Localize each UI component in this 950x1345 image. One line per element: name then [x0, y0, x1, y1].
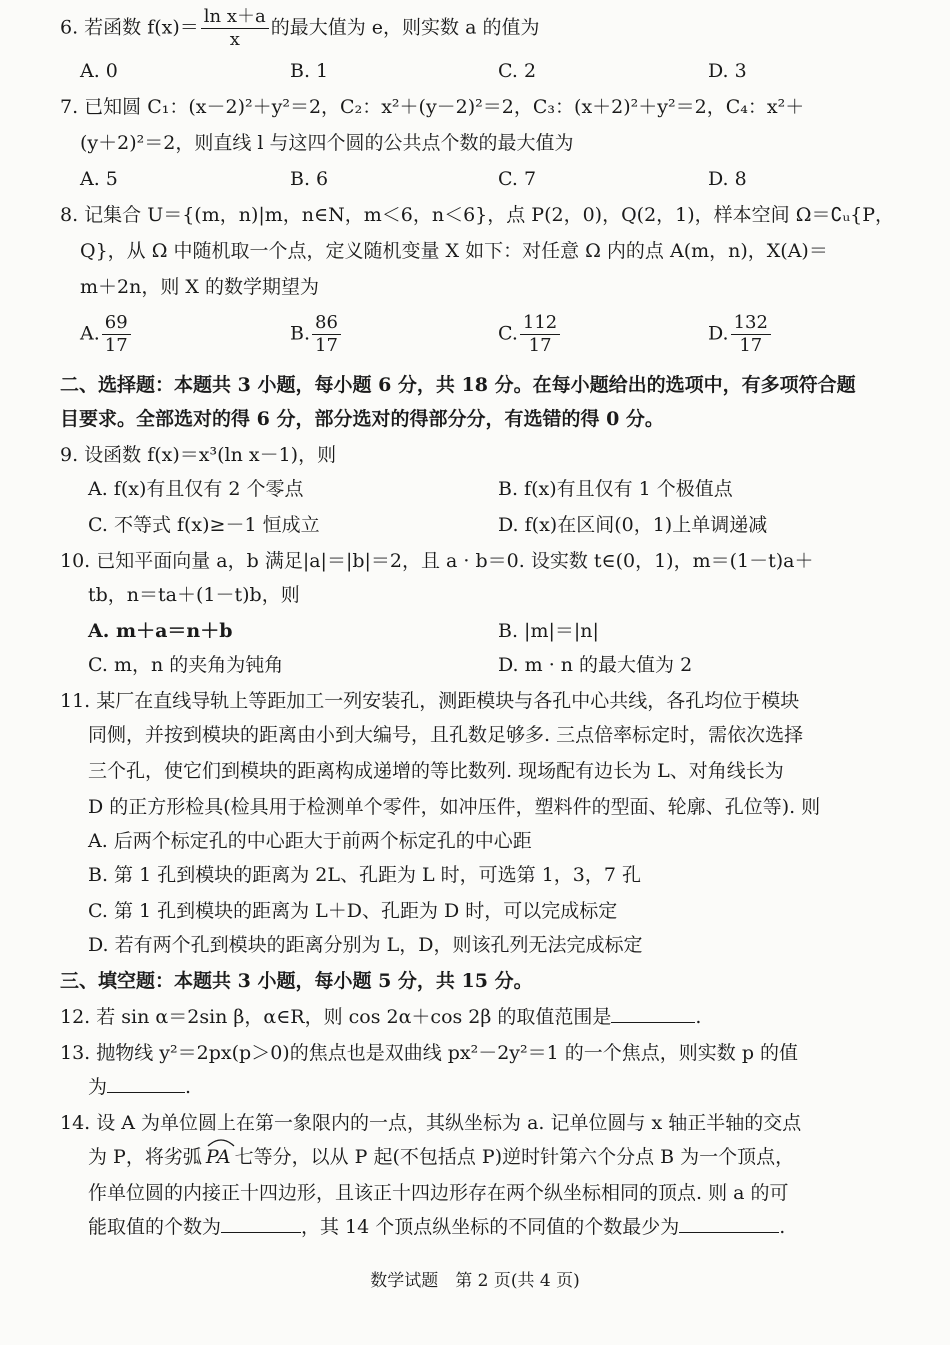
q6-stem-post: 的最大值为 e，则实数 a 的值为 — [270, 16, 540, 39]
q11-line-1: 11. 某厂在直线导轨上等距加工一列安装孔，测距模块与各孔中心共线，各孔均位于模块 — [60, 690, 800, 712]
q8-option-a-fraction — [102, 312, 131, 357]
q14-line-4 — [88, 1214, 785, 1240]
q8-option-c — [498, 312, 562, 357]
q9-option-a: A. f(x)有且仅有 2 个零点 — [88, 478, 304, 500]
q8-option-b-fraction — [312, 312, 341, 357]
q10-option-c: C. m，n 的夹角为钝角 — [88, 654, 284, 676]
q7-option-c: C. 7 — [498, 168, 537, 190]
q6-fraction — [201, 6, 269, 51]
q8-option-a-label: A. — [80, 322, 100, 345]
q6-frac-num: ln x＋a — [201, 6, 269, 29]
q10-option-d: D. m · n 的最大值为 2 — [498, 654, 693, 676]
q6-frac-den: x — [229, 29, 240, 50]
section-2-heading-line-2: 目要求。全部选对的得 6 分，部分选对的得部分分，有选错的得 0 分。 — [60, 408, 664, 430]
q11-line-3: 三个孔，使它们到模块的距离构成递增的等比数列. 现场配有边长为 L、对角线长为 — [88, 760, 784, 782]
q7-option-d: D. 8 — [708, 168, 747, 190]
q13-line-1: 13. 抛物线 y²＝2px(p＞0)的焦点也是双曲线 px²－2y²＝1 的一个焦点，则实数 p 的值 — [60, 1042, 799, 1064]
q10-option-a: A. m＋a＝n＋b — [88, 620, 233, 642]
section-2-heading-line-1: 二、选择题：本题共 3 小题，每小题 6 分，共 18 分。在每小题给出的选项中，有多项符合题 — [60, 374, 856, 396]
q11-option-d: D. 若有两个孔到模块的距离分别为 L，D，则该孔列无法完成标定 — [88, 934, 643, 956]
q11-option-c: C. 第 1 孔到模块的距离为 L＋D、孔距为 D 时，可以完成标定 — [88, 900, 618, 922]
q8-d-num: 132 — [731, 312, 771, 335]
q7-line-1: 7. 已知圆 C₁：(x－2)²＋y²＝2，C₂：x²＋(y－2)²＝2，C₃：(x＋2)²＋y²＝2，C₄：x²＋ — [60, 96, 805, 118]
q12-answer-blank[interactable] — [611, 1004, 695, 1023]
q7-option-b: B. 6 — [290, 168, 329, 190]
q8-option-a — [80, 312, 133, 357]
q8-option-d — [708, 312, 773, 357]
q13-answer-blank[interactable] — [107, 1074, 185, 1093]
q8-b-den: 17 — [315, 335, 338, 356]
q8-option-b-label: B. — [290, 322, 311, 345]
q8-a-num: 69 — [102, 312, 131, 335]
q8-c-den: 17 — [528, 335, 552, 356]
q8-option-d-fraction — [731, 312, 771, 357]
q6-stem-pre: 6. 若函数 f(x)＝ — [60, 16, 199, 39]
q14-arc-label: PA — [205, 1146, 231, 1168]
q14-line-4-pre: 能取值的个数为 — [88, 1216, 222, 1238]
q6-option-a: A. 0 — [80, 60, 118, 82]
q9-stem: 9. 设函数 f(x)＝x³(ln x－1)，则 — [60, 444, 337, 466]
q8-option-c-fraction — [520, 312, 560, 357]
q8-line-3: m＋2n，则 X 的数学期望为 — [80, 276, 319, 298]
q10-option-b: B. |m|＝|n| — [498, 620, 599, 642]
q14-line-4-post: . — [779, 1216, 786, 1238]
q12-stem — [60, 1004, 701, 1030]
q14-line-1: 14. 设 A 为单位圆上在第一象限内的一点，其纵坐标为 a. 记单位圆与 x 轴正半轴的交点 — [60, 1112, 802, 1134]
q7-line-2: (y＋2)²＝2，则直线 l 与这四个圆的公共点个数的最大值为 — [80, 132, 574, 154]
section-3-heading: 三、填空题：本题共 3 小题，每小题 5 分，共 15 分。 — [60, 970, 533, 992]
q14-answer-blank-1[interactable] — [221, 1214, 301, 1233]
q8-b-num: 86 — [312, 312, 341, 335]
q6-stem — [60, 6, 539, 51]
q13-line-2-pre: 为 — [88, 1076, 108, 1098]
q7-option-a: A. 5 — [80, 168, 118, 190]
q14-line-2-pre: 为 P，将劣弧 — [88, 1146, 202, 1168]
q8-d-den: 17 — [739, 335, 763, 356]
q6-option-c: C. 2 — [498, 60, 537, 82]
q8-line-1: 8. 记集合 U＝{(m，n)|m，n∈N，m＜6，n＜6}，点 P(2，0)，Q(2，1)，样本空间 Ω＝∁ᵤ{P， — [60, 204, 894, 226]
q13-line-2 — [88, 1074, 191, 1100]
q14-arc-pa — [206, 1144, 231, 1170]
page-footer: 数学试题 第 2 页(共 4 页) — [370, 1271, 580, 1291]
q10-line-1: 10. 已知平面向量 a，b 满足|a|＝|b|＝2，且 a · b＝0. 设实数 t∈(0，1)，m＝(1－t)a＋ — [60, 550, 814, 572]
q13-line-2-post: . — [185, 1076, 192, 1098]
q8-option-b — [290, 312, 343, 357]
q6-option-b: B. 1 — [290, 60, 329, 82]
q8-line-2: Q}，从 Ω 中随机取一个点，定义随机变量 X 如下：对任意 Ω 内的点 A(m，n)，X(A)＝ — [80, 240, 828, 262]
q8-option-c-label: C. — [498, 322, 518, 345]
arc-mark-icon — [206, 1137, 236, 1147]
q14-answer-blank-2[interactable] — [679, 1214, 779, 1233]
q8-option-d-label: D. — [708, 322, 729, 345]
q14-line-3: 作单位圆的内接正十四边形，且该正十四边形存在两个纵坐标相同的顶点. 则 a 的可 — [88, 1182, 789, 1204]
q14-line-2-post: 七等分，以从 P 起(不包括点 P)逆时针第六个分点 B 为一个顶点， — [234, 1146, 795, 1168]
q14-line-4-mid: ，其 14 个顶点纵坐标的不同值的个数最少为 — [301, 1216, 680, 1238]
q6-option-d: D. 3 — [708, 60, 747, 82]
q11-line-4: D 的正方形检具(检具用于检测单个零件，如冲压件，塑料件的型面、轮廓、孔位等). 则 — [88, 796, 821, 818]
q14-line-2 — [88, 1144, 794, 1170]
q10-line-2: tb，n＝ta＋(1－t)b，则 — [88, 584, 300, 606]
q9-option-c: C. 不等式 f(x)≥－1 恒成立 — [88, 514, 320, 536]
q12-stem-text: 12. 若 sin α＝2sin β，α∈R，则 cos 2α＋cos 2β 的取值范围是 — [60, 1006, 612, 1028]
q9-option-b: B. f(x)有且仅有 1 个极值点 — [498, 478, 733, 500]
q11-line-2: 同侧，并按到模块的距离由小到大编号，且孔数足够多. 三点倍率标定时，需依次选择 — [88, 724, 804, 746]
q8-a-den: 17 — [104, 335, 128, 356]
q12-stem-end: . — [695, 1006, 702, 1028]
q8-c-num: 112 — [520, 312, 560, 335]
q11-option-b: B. 第 1 孔到模块的距离为 2L、孔距为 L 时，可选第 1，3，7 孔 — [88, 864, 641, 886]
q9-option-d: D. f(x)在区间(0，1)上单调递减 — [498, 514, 768, 536]
q11-option-a: A. 后两个标定孔的中心距大于前两个标定孔的中心距 — [88, 830, 532, 852]
